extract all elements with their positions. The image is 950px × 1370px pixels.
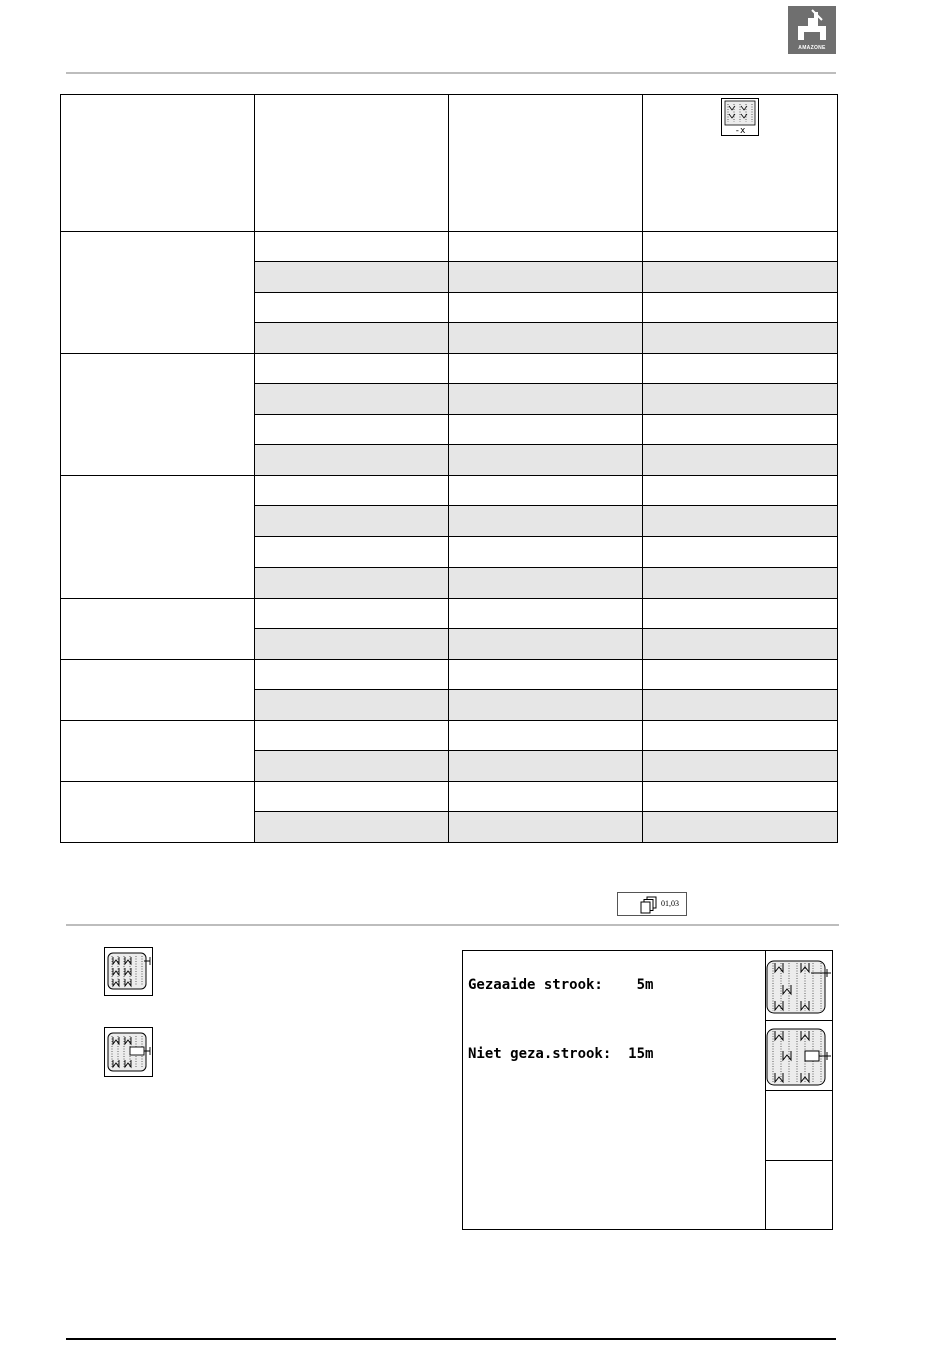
- table-cell: [449, 354, 643, 384]
- header-cell: [643, 95, 838, 232]
- table-cell: [255, 476, 449, 506]
- table-cell: [449, 720, 643, 750]
- seeded-strip-line: Gezaaide strook: 5m: [468, 977, 654, 993]
- table-cell: [449, 628, 643, 659]
- table-cell: [643, 720, 838, 750]
- table-cell: [255, 689, 449, 720]
- table-cell: [449, 293, 643, 323]
- softkey-empty-3[interactable]: [765, 1091, 832, 1161]
- table-cell: [449, 262, 643, 293]
- table-cell: [255, 628, 449, 659]
- table-cell: [643, 323, 838, 354]
- table-row: [61, 659, 838, 689]
- softkey-seeded-strip[interactable]: [765, 951, 832, 1021]
- header-icon-text: -x: [734, 126, 746, 136]
- table-cell: [255, 293, 449, 323]
- table-cell: [449, 537, 643, 567]
- table-row: [61, 232, 838, 262]
- table-cell: [255, 415, 449, 445]
- tramline-table: [60, 94, 838, 843]
- amazone-logo-icon: [788, 6, 836, 46]
- header-cell: [255, 95, 449, 232]
- terminal-display: [462, 950, 833, 1230]
- table-cell: [643, 262, 838, 293]
- tramline-unseeded-strip-icon: [104, 1027, 153, 1082]
- amazone-logo: [788, 6, 836, 54]
- table-row: [61, 720, 838, 750]
- table-cell: [643, 415, 838, 445]
- top-rule: [66, 72, 836, 74]
- softkey-unseeded-strip[interactable]: [765, 1021, 832, 1091]
- table-cell: [255, 384, 449, 415]
- table-row: [61, 598, 838, 628]
- softkey-empty-4[interactable]: [765, 1161, 832, 1229]
- table-cell: [255, 323, 449, 354]
- table-cell: [449, 415, 643, 445]
- table-cell: [643, 689, 838, 720]
- table-cell: [255, 567, 449, 598]
- group-cell: [61, 720, 255, 781]
- table-cell: [643, 384, 838, 415]
- table-cell: [255, 537, 449, 567]
- group-cell: [61, 232, 255, 354]
- table-cell: [449, 476, 643, 506]
- pages-icon: [640, 896, 658, 919]
- page-reference-text: 01,03: [661, 899, 679, 908]
- seeded-strip-softkey-icon: [765, 951, 832, 1021]
- table-cell: [643, 354, 838, 384]
- logo-text: AMAZONE: [798, 45, 826, 51]
- table-cell: [255, 445, 449, 476]
- table-cell: [255, 506, 449, 537]
- table-cell: [255, 659, 449, 689]
- table-cell: [643, 598, 838, 628]
- table-row: [61, 354, 838, 384]
- group-cell: [61, 659, 255, 720]
- header-cell: [61, 95, 255, 232]
- tramline-minus-x-icon: [721, 98, 759, 141]
- unseeded-strip-softkey-icon: [765, 1021, 832, 1091]
- table-cell: [643, 659, 838, 689]
- group-cell: [61, 354, 255, 476]
- table-cell: [449, 445, 643, 476]
- table-cell: [449, 598, 643, 628]
- table-cell: [449, 232, 643, 262]
- table-cell: [255, 781, 449, 811]
- section-rule: [66, 924, 839, 926]
- table-cell: [643, 537, 838, 567]
- table-cell: [643, 628, 838, 659]
- table-row: [61, 476, 838, 506]
- table-cell: [255, 262, 449, 293]
- table-cell: [449, 567, 643, 598]
- unseeded-strip-line: Niet geza.strook: 15m: [468, 1046, 654, 1062]
- table-cell: [643, 750, 838, 781]
- display-content: [463, 951, 766, 1229]
- group-cell: [61, 781, 255, 842]
- page-reference: [617, 892, 687, 916]
- table-cell: [449, 750, 643, 781]
- table-cell: [255, 354, 449, 384]
- table-cell: [643, 232, 838, 262]
- table-cell: [449, 811, 643, 842]
- footer-rule: [66, 1338, 836, 1340]
- table-header-row: [61, 95, 838, 232]
- tramline-seeded-strip-icon: [104, 947, 153, 1001]
- group-cell: [61, 476, 255, 598]
- softkey-column: [765, 951, 832, 1229]
- table-cell: [255, 232, 449, 262]
- table-cell: [643, 445, 838, 476]
- table-cell: [643, 781, 838, 811]
- group-cell: [61, 598, 255, 659]
- table-cell: [255, 598, 449, 628]
- table-cell: [449, 384, 643, 415]
- table-cell: [449, 323, 643, 354]
- table-cell: [449, 689, 643, 720]
- table-cell: [643, 567, 838, 598]
- table-cell: [643, 293, 838, 323]
- table-row: [61, 781, 838, 811]
- table-cell: [449, 659, 643, 689]
- table-cell: [643, 811, 838, 842]
- table-cell: [449, 781, 643, 811]
- table-cell: [255, 811, 449, 842]
- table-cell: [255, 750, 449, 781]
- table-cell: [643, 506, 838, 537]
- table-cell: [643, 476, 838, 506]
- header-cell: [449, 95, 643, 232]
- table-cell: [255, 720, 449, 750]
- table-cell: [449, 506, 643, 537]
